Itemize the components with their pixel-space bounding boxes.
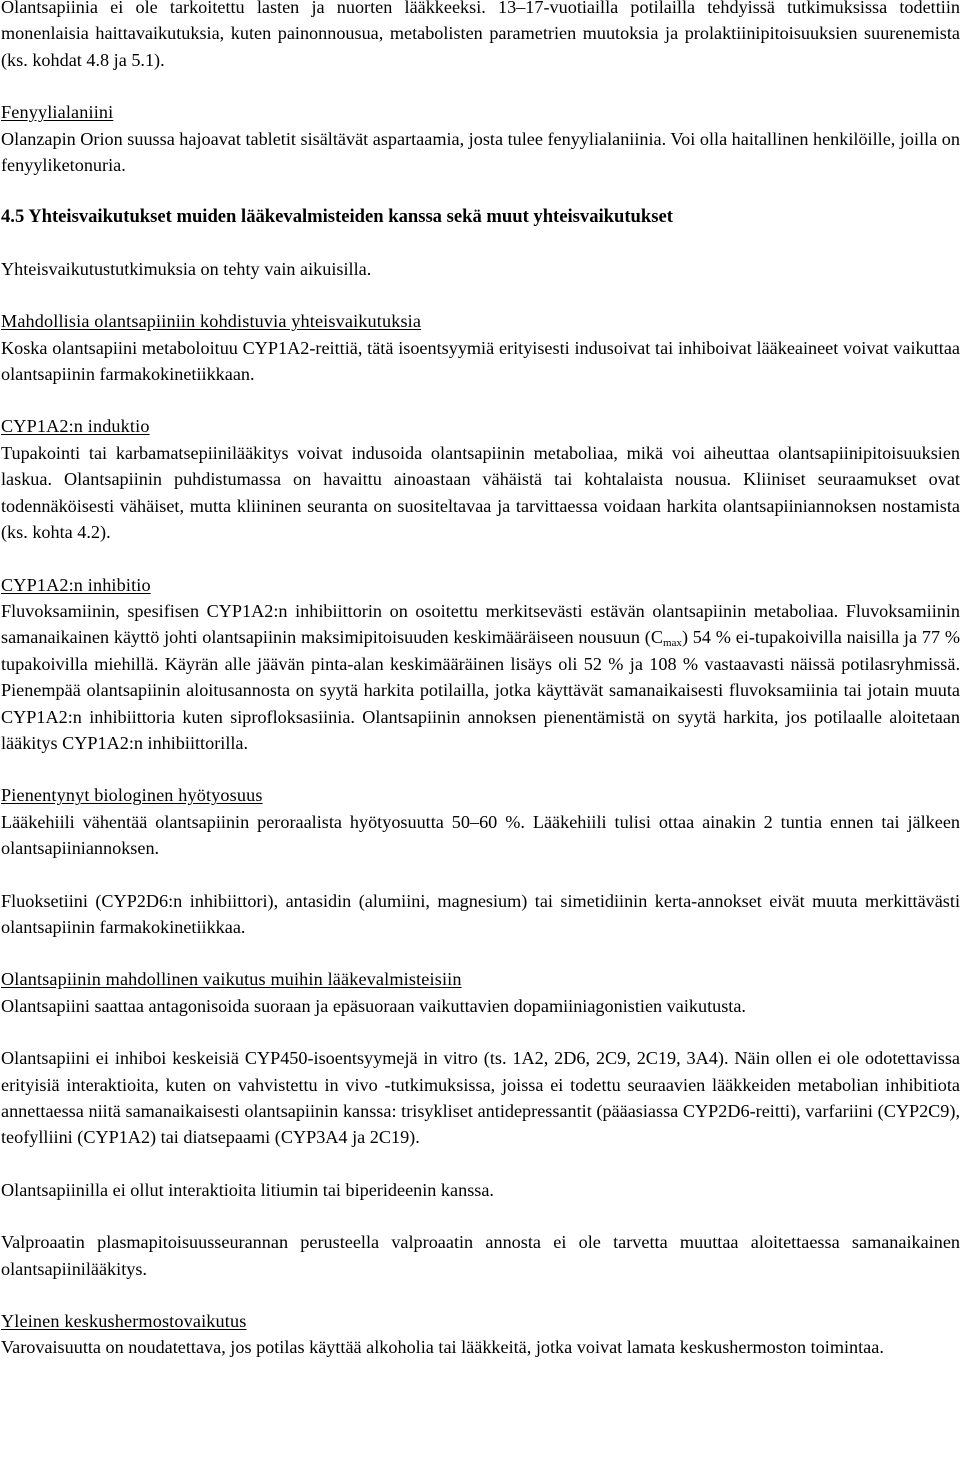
- bioavailability-section: [1, 782, 960, 861]
- bioavailability-text: Lääkehiili vähentää olantsapiinin peroraalista hyötyosuutta 50–60 %. Lääkehiili tulisi ottaa ainakin 2 tuntia ennen tai jälkeen olantsapiiniannoksen.: [1, 811, 960, 859]
- phenylalanine-text: Olanzapin Orion suussa hajoavat tabletit sisältävät aspartaamia, josta tulee fenyylialaniinia. Voi olla haitallinen henkilöille, joilla on fenyyliketonuria.: [1, 128, 960, 176]
- valproate-paragraph: Valproaatin plasmapitoisuusseurannan perusteella valproaatin annosta ei ole tarvetta muuttaa aloitettaessa samanaikainen olantsapiinilääkitys.: [1, 1232, 960, 1279]
- fluoxetine-paragraph: Fluoksetiini (CYP2D6:n inhibiittori), antasidin (alumiini, magnesium) tai simetidiinin kerta-annokset eivät muuta merkittävästi olantsapiinin farmakokinetiikkaa.: [1, 890, 960, 937]
- lithium-paragraph: Olantsapiinilla ei ollut interaktioita litiumin tai biperideenin kanssa.: [1, 1179, 494, 1200]
- effect-on-others-heading: Olantsapiinin mahdollinen vaikutus muihin lääkevalmisteisiin: [1, 969, 462, 990]
- cns-text: Varovaisuutta on noudatettava, jos potilas käyttää alkoholia tai lääkkeitä, jotka voivat lamata keskushermoston toimintaa.: [1, 1337, 884, 1358]
- possible-interactions-heading: Mahdollisia olantsapiiniin kohdistuvia yhteisvaikutuksia: [1, 311, 422, 332]
- cmax-subscript: max: [662, 637, 682, 650]
- induction-section: [1, 413, 960, 545]
- effect-on-others-section: [1, 966, 960, 1019]
- inhibition-section: [1, 572, 960, 757]
- cns-section: [1, 1308, 960, 1361]
- induction-text: Tupakointi tai karbamatsepiinilääkitys voivat indusoida olantsapiinin metaboliaa, mikä voi aiheuttaa olantsapiinipitoisuuksien laskua. Olantsapiinin puhdistumassa on havaittu ainoastaan vähäistä tai kohtalaista nousua. Kliiniset seuraamukset ovat todennäköisesti vähäiset, mutta kliininen seuranta on suositeltavaa ja tarvittaessa voidaan harkita olantsapiiniannoksen nostamista (ks. kohta 4.2).: [1, 442, 960, 543]
- possible-interactions-section: [1, 308, 960, 387]
- effect-on-others-text: Olantsapiini saattaa antagonisoida suoraan ja epäsuoraan vaikuttavien dopamiiniagonistien vaikutusta.: [1, 995, 746, 1016]
- induction-heading: CYP1A2:n induktio: [1, 416, 150, 437]
- phenylalanine-heading: Fenyylialaniini: [1, 102, 114, 123]
- inhibition-text-part2: ) 54 % ei-tupakoivilla naisilla ja 77 % tupakoivilla miehillä. Käyrän alle jäävän pinta-alan keskimääräinen lisäys oli 52 % ja 108 % vastaavasti näissä potilasryhmissä. Pienempää olantsapiinin aloitusannosta on syytä harkita potilailla, jotka käyttävät samanaikaisesti fluvoksamiinia tai jotain muuta CYP1A2:n inhibiittoria kuten siprofloksasiinia. Olantsapiinin annoksen pienentämistä on syytä harkita, jos potilaalle aloitetaan lääkitys CYP1A2:n inhibiittorilla.: [1, 627, 960, 753]
- phenylalanine-section: [1, 99, 960, 178]
- inhibition-heading: CYP1A2:n inhibitio: [1, 574, 151, 595]
- cns-heading: Yleinen keskushermostovaikutus: [1, 1311, 247, 1332]
- possible-interactions-text: Koska olantsapiini metaboloituu CYP1A2-reittiä, tätä isoentsyymiä erityisesti indusoivat tai inhiboivat lääkeaineet voivat vaikuttaa olantsapiinin farmakokinetiikkaan.: [1, 337, 960, 385]
- section-title-4-5: 4.5 Yhteisvaikutukset muiden lääkevalmisteiden kanssa sekä muut yhteisvaikutukset: [1, 206, 673, 228]
- inhibition-text-part1: Fluvoksamiinin, spesifisen CYP1A2:n inhibiittorin on osoitettu merkitsevästi estävän olantsapiinin metaboliaa. Fluvoksamiinin samanaikainen käyttö johti olantsapiinin maksimipitoisuuden keskimääräiseen nousuun (C: [1, 600, 960, 648]
- section-4-5-intro: Yhteisvaikutustutkimuksia on tehty vain aikuisilla.: [1, 258, 372, 279]
- inhibition-text: [1, 598, 960, 756]
- intro-paragraph: Olantsapiinia ei ole tarkoitettu lasten ja nuorten lääkkeeksi. 13–17-vuotiailla potilailla tehdyissä tutkimuksissa todettiin monenlaisia haittavaikutuksia, kuten painonnousua, metabolisten parametrien muutoksia ja prolaktiinipitoisuuksien suurenemista (ks. kohdat 4.8 ja 5.1).: [1, 0, 960, 70]
- bioavailability-heading: Pienentynyt biologinen hyötyosuus: [1, 785, 263, 806]
- cyp450-paragraph: Olantsapiini ei inhiboi keskeisiä CYP450-isoentsyymejä in vitro (ts. 1A2, 2D6, 2C9, 2C19, 3A4). Näin ollen ei ole odotettavissa erityisiä interaktioita, kuten on vahvistettu in vivo -tutkimuksissa, joissa ei todettu seuraavien lääkkeiden metabolian inhibitiota annettaessa niitä samanaikaisesti olantsapiinin kanssa: trisykliset antidepressantit (pääasiassa CYP2D6-reitti), varfariini (CYP2C9), teofylliini (CYP1A2) tai diatsepaami (CYP3A4 ja 2C19).: [1, 1048, 960, 1148]
